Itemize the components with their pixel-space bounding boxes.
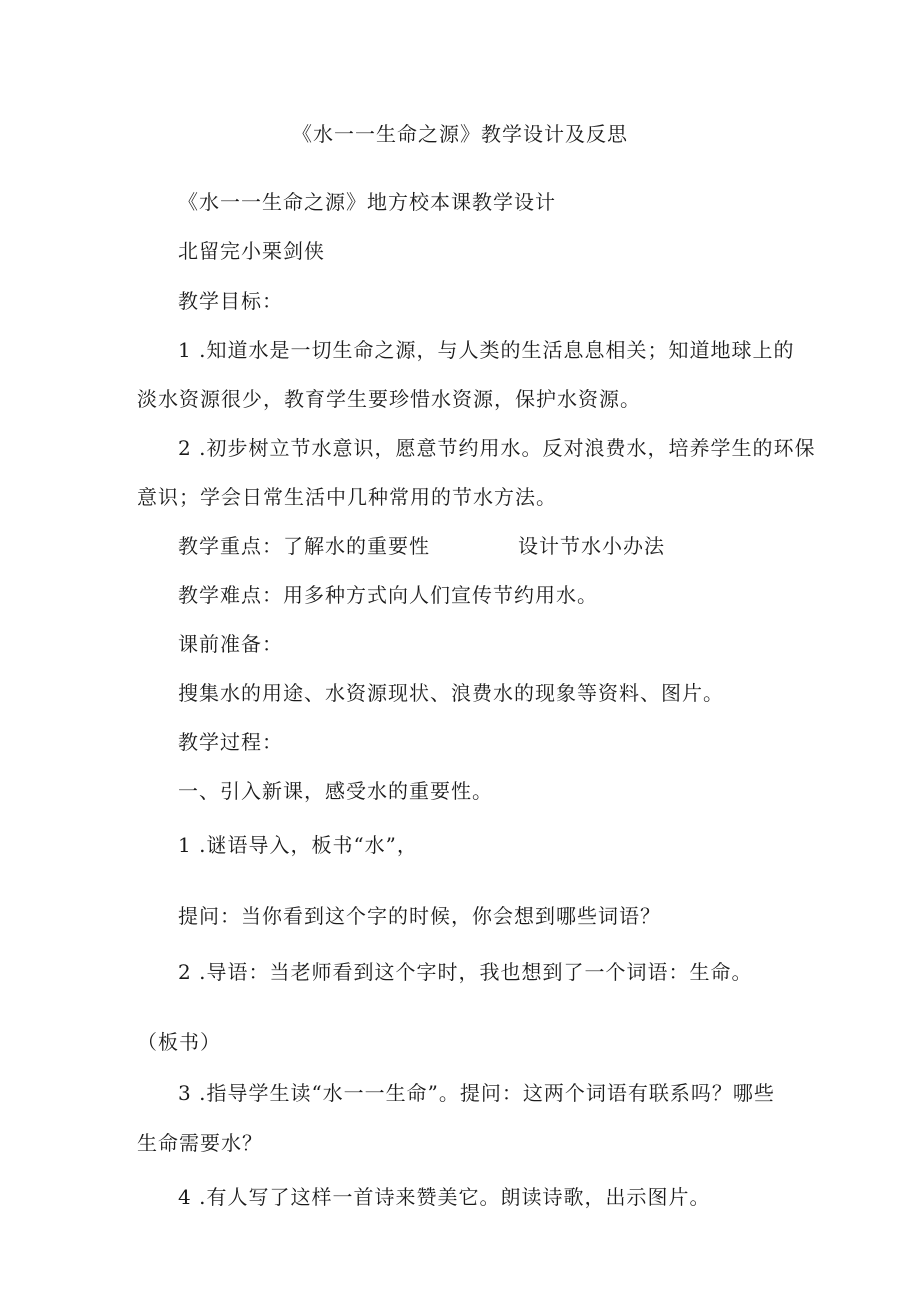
key-points-a: 教学重点：了解水的重要性 — [178, 534, 430, 558]
objective-1-line-1: 1 .知道水是一切生命之源，与人类的生活息息相关；知道地球上的 — [178, 338, 795, 362]
step-3-line-1: 3 .指导学生读“水一一生命”。提问：这两个词语有联系吗？哪些 — [178, 1081, 775, 1105]
board-note: （板书） — [137, 1030, 221, 1054]
step-3-line-2: 生命需要水？ — [137, 1131, 263, 1155]
step-4: 4 .有人写了这样一首诗来赞美它。朗读诗歌，出示图片。 — [178, 1185, 711, 1209]
objective-1-line-2: 淡水资源很少，教育学生要珍惜水资源，保护水资源。 — [137, 387, 641, 411]
key-points-b: 设计节水小办法 — [518, 534, 665, 558]
process-heading: 教学过程： — [178, 730, 283, 754]
objectives-heading: 教学目标： — [178, 289, 283, 313]
objective-2-line-1: 2 .初步树立节水意识，愿意节约用水。反对浪费水，培养学生的环保 — [178, 436, 816, 460]
step-2: 2 .导语：当老师看到这个字时，我也想到了一个词语：生命。 — [178, 960, 753, 984]
section-1-heading: 一、引入新课，感受水的重要性。 — [178, 779, 493, 803]
document-title: 《水一一生命之源》教学设计及反思 — [292, 122, 628, 146]
key-points-line — [178, 536, 665, 556]
objective-2-line-2: 意识；学会日常生活中几种常用的节水方法。 — [137, 485, 557, 509]
prep-text: 搜集水的用途、水资源现状、浪费水的现象等资料、图片。 — [178, 681, 724, 705]
prep-heading: 课前准备： — [178, 632, 283, 656]
question-1: 提问：当你看到这个字的时候，你会想到哪些词语？ — [178, 904, 661, 928]
document-subtitle: 《水一一生命之源》地方校本课教学设计 — [178, 190, 556, 214]
step-1: 1 .谜语导入，板书“水”， — [178, 833, 418, 857]
difficulty-line: 教学难点：用多种方式向人们宣传节约用水。 — [178, 583, 598, 607]
author-line: 北留完小栗剑侠 — [178, 239, 325, 263]
